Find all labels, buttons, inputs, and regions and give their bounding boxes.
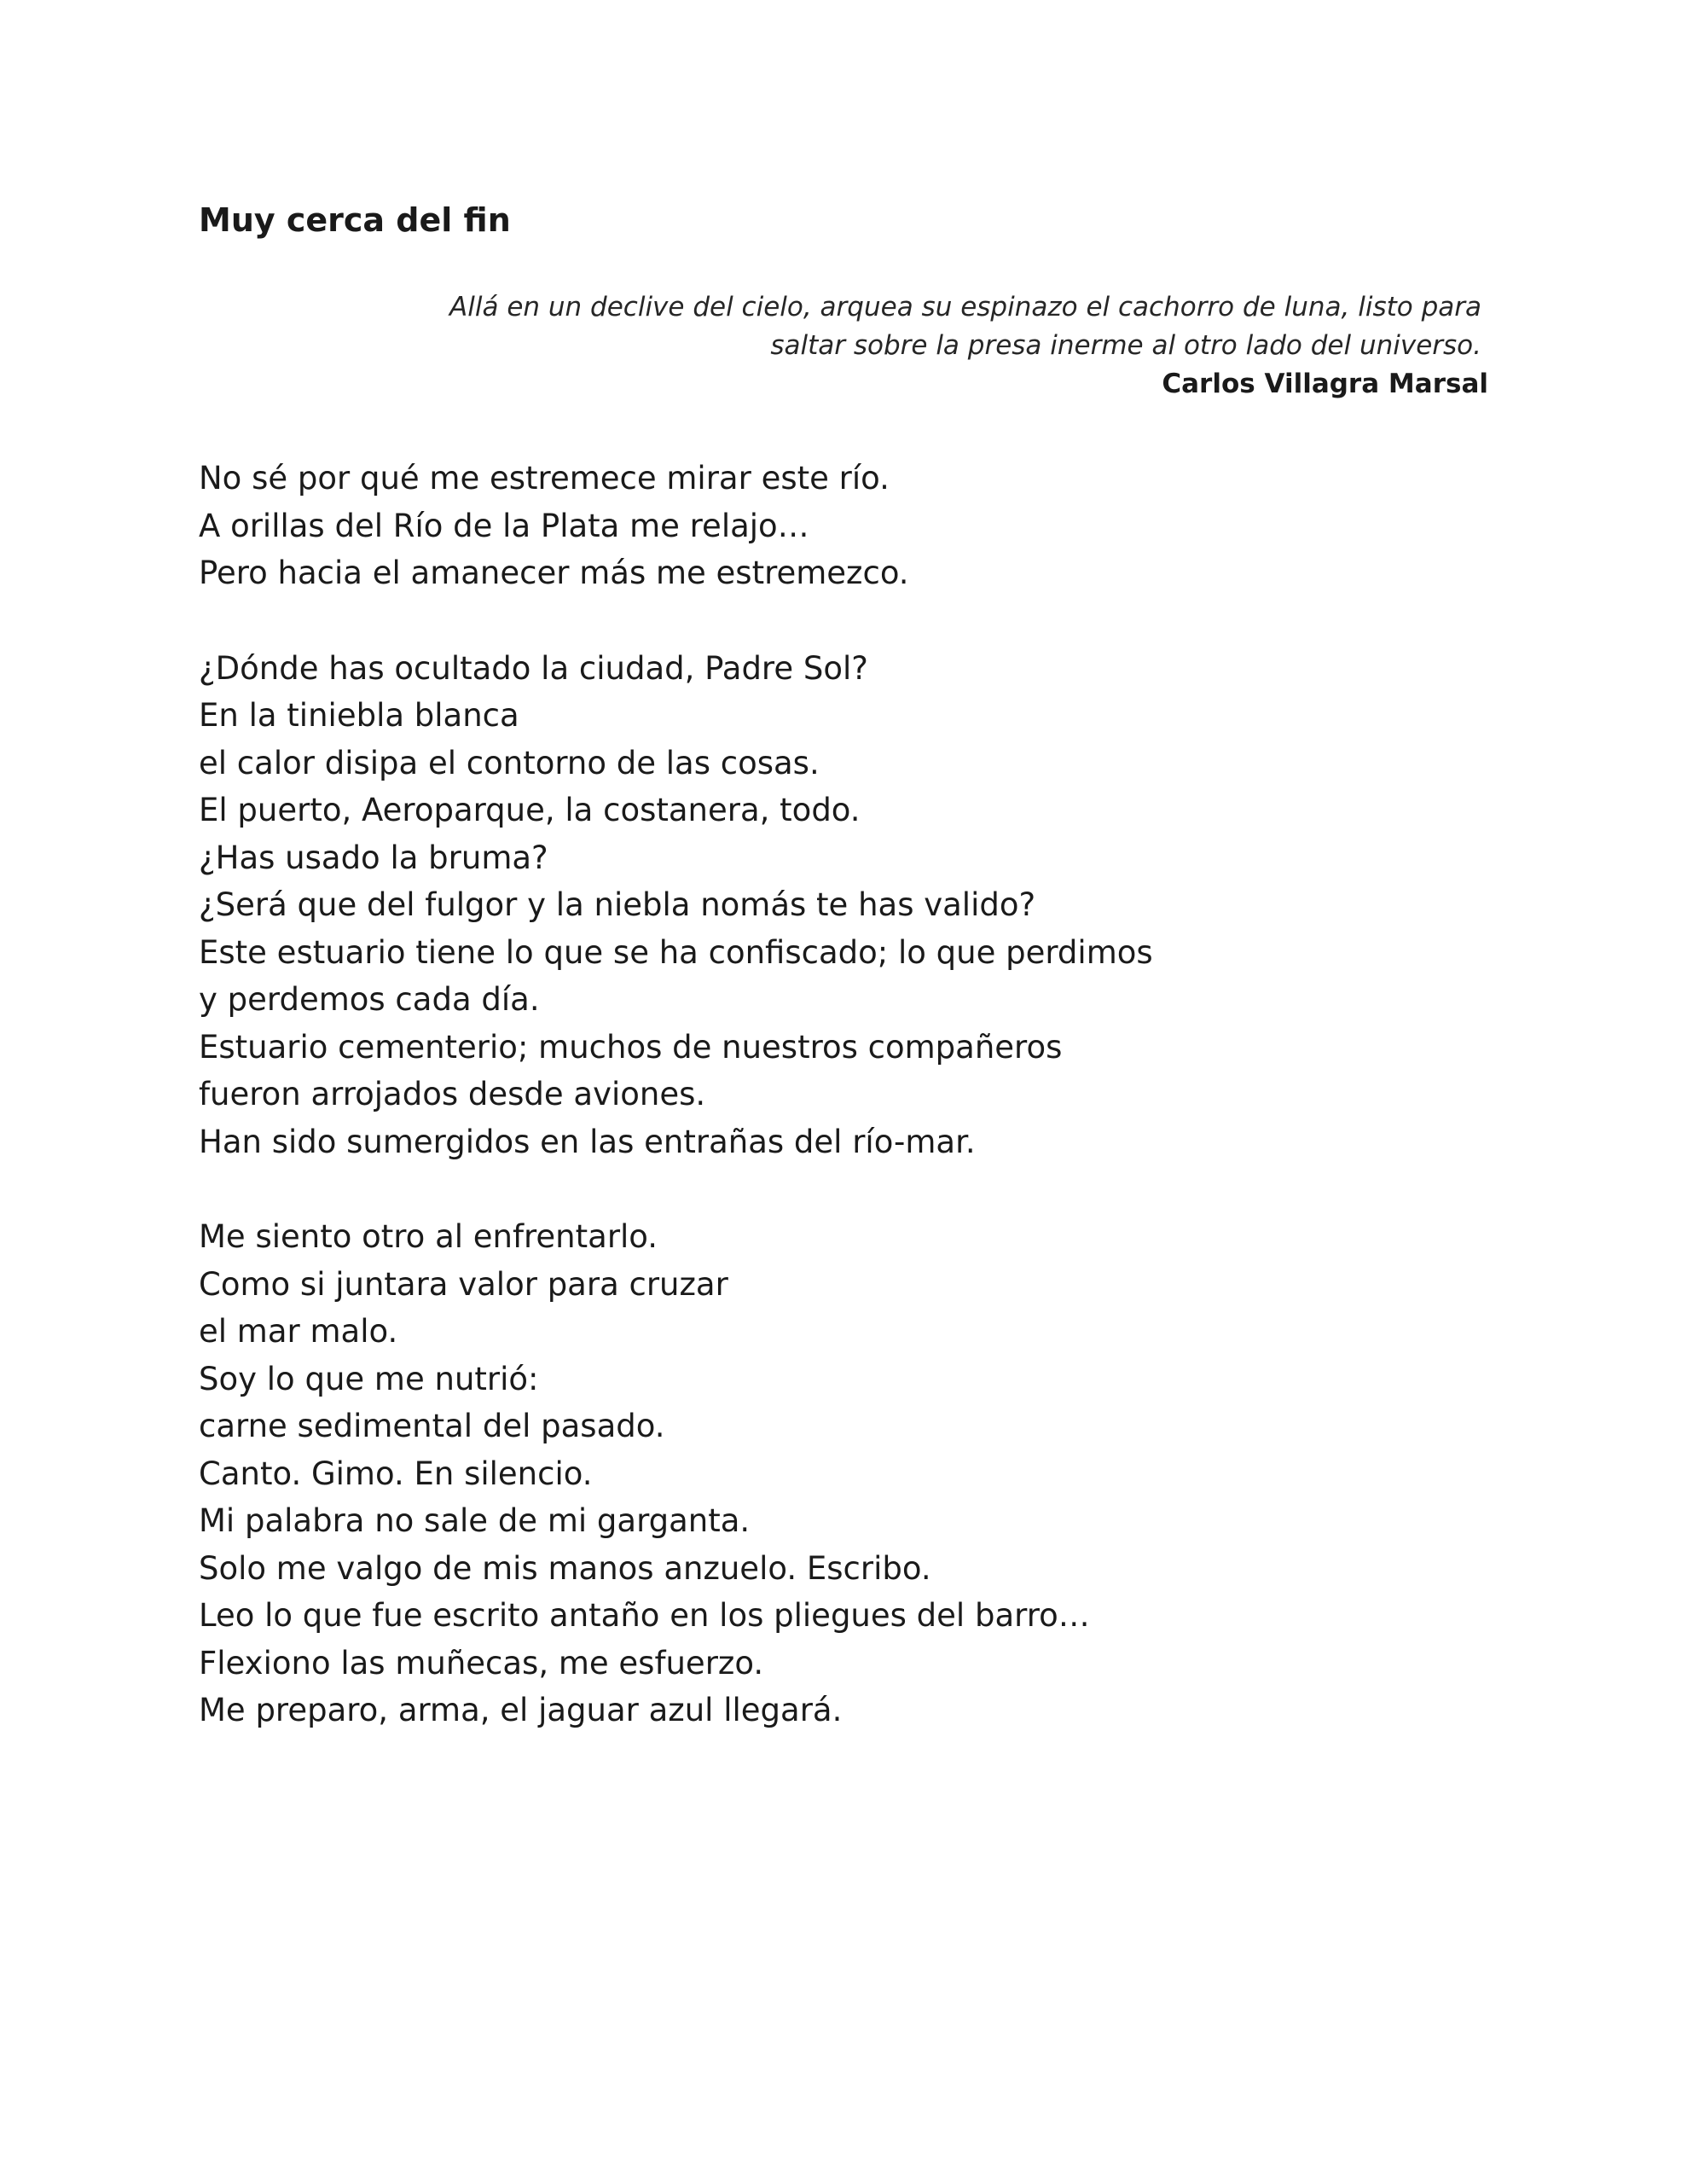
verse: el mar malo. [199, 1313, 398, 1350]
verse: Solo me valgo de mis manos anzuelo. Escribo. [199, 1549, 931, 1587]
epigraph-line: saltar sobre la presa inerme al otro lado del universo. [770, 330, 1481, 361]
verse: ¿Has usado la bruma? [199, 839, 548, 876]
verse: Como si juntara valor para cruzar [199, 1265, 728, 1303]
verse: Soy lo que me nutrió: [199, 1360, 539, 1397]
verse: Mi palabra no sale de mi garganta. [199, 1502, 751, 1539]
epigraph-line: Allá en un declive del cielo, arquea su espinazo el cachorro de luna, listo para [449, 292, 1481, 322]
verse: Me siento otro al enfrentarlo. [199, 1218, 658, 1255]
stanza-1 [199, 455, 1488, 597]
document-page [199, 195, 1488, 1782]
verse: carne sedimental del pasado. [199, 1408, 665, 1444]
verse: fueron arrojados desde aviones. [199, 1076, 706, 1112]
epigraph [199, 288, 1488, 404]
verse: Pero hacia el amanecer más me estremezco. [199, 555, 909, 591]
verse: el calor disipa el contorno de las cosas. [199, 744, 820, 781]
verse: Estuario cementerio; muchos de nuestros compañeros [199, 1028, 1063, 1066]
epigraph-author: Carlos Villagra Marsal [1162, 369, 1488, 399]
stanza-3 [199, 1213, 1488, 1734]
verse: No sé por qué me estremece mirar este río. [199, 460, 890, 497]
stanza-2 [199, 645, 1488, 1166]
poem-body [199, 455, 1488, 1734]
verse: A orillas del Río de la Plata me relajo… [199, 507, 809, 544]
verse: En la tiniebla blanca [199, 697, 519, 734]
verse: Leo lo que fue escrito antaño en los pliegues del barro… [199, 1597, 1090, 1634]
verse: ¿Dónde has ocultado la ciudad, Padre Sol? [199, 649, 868, 687]
verse: El puerto, Aeroparque, la costanera, todo. [199, 792, 861, 828]
verse: Me preparo, arma, el jaguar azul llegará. [199, 1692, 843, 1728]
poem-title: Muy cerca del fin [199, 201, 511, 239]
verse: Han sido sumergidos en las entrañas del río-mar. [199, 1123, 976, 1160]
verse: ¿Será que del fulgor y la niebla nomás te has valido? [199, 886, 1036, 923]
verse: Este estuario tiene lo que se ha confiscado; lo que perdimos [199, 933, 1153, 971]
verse: Canto. Gimo. En silencio. [199, 1455, 593, 1492]
verse: y perdemos cada día. [199, 981, 540, 1018]
epigraph-text [199, 288, 1488, 365]
verse: Flexiono las muñecas, me esfuerzo. [199, 1644, 764, 1682]
